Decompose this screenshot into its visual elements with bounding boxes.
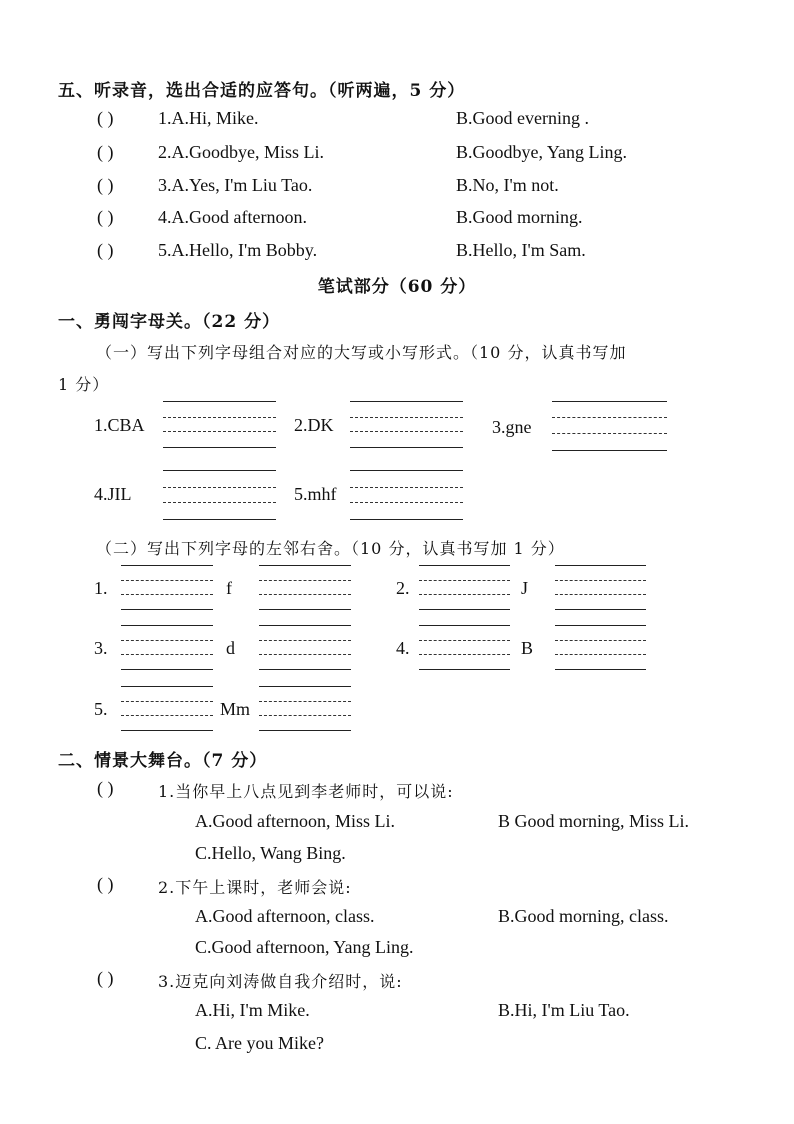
question-prompt: 3.迈克向刘涛做自我介绍时，说: <box>158 972 403 991</box>
part2-num-2: 2. <box>396 578 410 598</box>
option-c: C. Are you Mike? <box>195 1033 324 1053</box>
option-a: A.Good afternoon, Miss Li. <box>195 811 395 831</box>
option-b: B.Good morning. <box>456 207 583 227</box>
part1-item-2: 2.DK <box>294 415 334 435</box>
part2-instruction: （二）写出下列字母的左邻右舍。（10 分，认真书写加 1 分） <box>96 539 565 558</box>
answer-paren[interactable]: ( ) <box>97 240 114 260</box>
question-prompt: 1.当你早上八点见到李老师时，可以说: <box>158 782 454 801</box>
part2-letter-3: d <box>226 638 235 658</box>
part2-letter-5: Mm <box>220 699 251 719</box>
option-a: 3.A.Yes, I'm Liu Tao. <box>158 175 313 195</box>
option-b: B.Hi, I'm Liu Tao. <box>498 1000 630 1020</box>
answer-paren[interactable]: ( ) <box>97 778 114 798</box>
question-prompt: 2.下午上课时，老师会说: <box>158 878 352 897</box>
section1-heading: 一、勇闯字母关。（22 分） <box>58 312 281 332</box>
option-b: B.Goodbye, Yang Ling. <box>456 142 628 162</box>
option-b: B Good morning, Miss Li. <box>498 811 690 831</box>
answer-paren[interactable]: ( ) <box>97 968 114 988</box>
option-b: B.Good morning, class. <box>498 906 669 926</box>
option-a: 2.A.Goodbye, Miss Li. <box>158 142 324 162</box>
written-part-title: 笔试部分（60 分） <box>317 277 477 297</box>
answer-paren[interactable]: ( ) <box>97 142 114 162</box>
answer-paren[interactable]: ( ) <box>97 175 114 195</box>
part2-letter-1: f <box>226 578 232 598</box>
answer-paren[interactable]: ( ) <box>97 207 114 227</box>
part2-num-5: 5. <box>94 699 108 719</box>
part1-instruction-cont: 1 分） <box>58 375 110 394</box>
option-a: A.Hi, I'm Mike. <box>195 1000 310 1020</box>
option-c: C.Hello, Wang Bing. <box>195 843 346 863</box>
option-b: B.Hello, I'm Sam. <box>456 240 586 260</box>
option-a: 4.A.Good afternoon. <box>158 207 307 227</box>
part2-letter-4: B <box>521 638 534 658</box>
part2-num-4: 4. <box>396 638 410 658</box>
option-a: A.Good afternoon, class. <box>195 906 375 926</box>
answer-paren[interactable]: ( ) <box>97 108 114 128</box>
part2-num-1: 1. <box>94 578 108 598</box>
part1-item-1: 1.CBA <box>94 415 145 435</box>
option-a: 5.A.Hello, I'm Bobby. <box>158 240 318 260</box>
listening-heading: 五、听录音，选出合适的应答句。（听两遍，5 分） <box>58 81 466 101</box>
option-b: B.No, I'm not. <box>456 175 559 195</box>
part1-instruction: （一）写出下列字母组合对应的大写或小写形式。（10 分，认真书写加 <box>96 343 627 362</box>
option-a: 1.A.Hi, Mike. <box>158 108 259 128</box>
part2-letter-2: J <box>521 578 529 598</box>
option-b: B.Good everning . <box>456 108 589 128</box>
section2-heading: 二、情景大舞台。（7 分） <box>58 751 268 771</box>
part2-num-3: 3. <box>94 638 108 658</box>
part1-item-4: 4.JIL <box>94 484 132 504</box>
part1-item-5: 5.mhf <box>294 484 337 504</box>
option-c: C.Good afternoon, Yang Ling. <box>195 937 414 957</box>
part1-item-3: 3.gne <box>492 417 532 437</box>
answer-paren[interactable]: ( ) <box>97 874 114 894</box>
